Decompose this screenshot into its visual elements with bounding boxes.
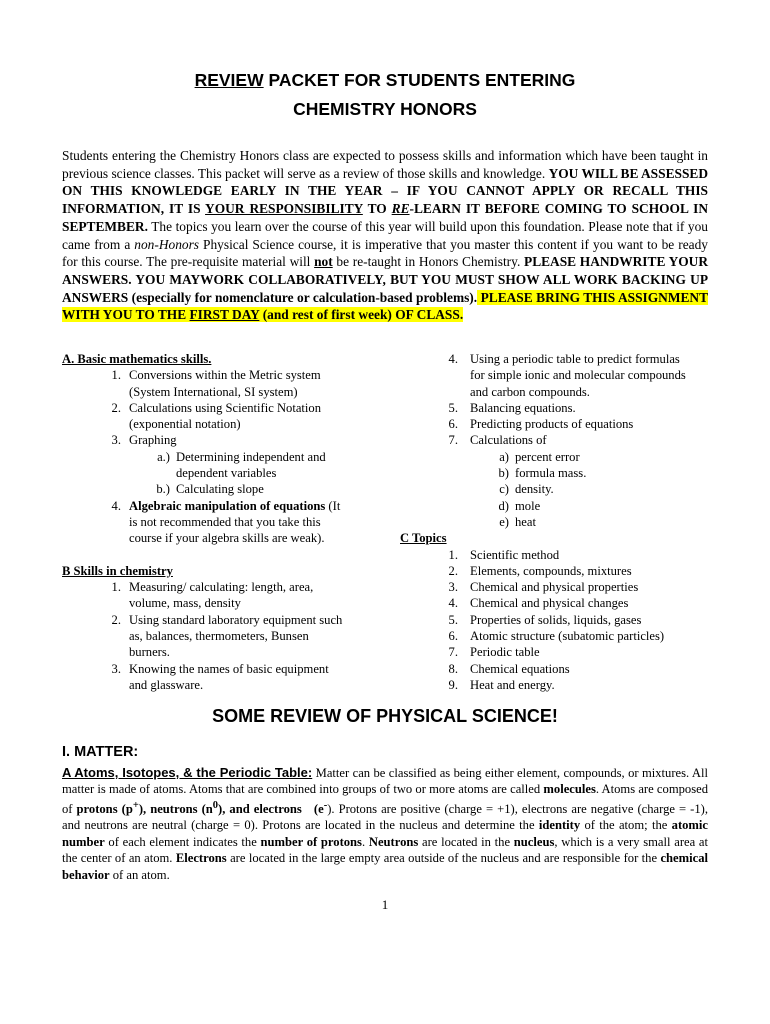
list-item-number: 6. (448, 629, 458, 644)
topic-item (400, 595, 720, 611)
list-item-line: and carbon compounds. (470, 384, 590, 399)
intro-text-4: be re-taught in Honors Chemistry. (332, 254, 525, 270)
list-item-line: Using standard laboratory equipment such (129, 612, 343, 627)
right-column (400, 351, 720, 693)
intro-warning-text: YOU WILL BE ASSESSED ON THIS KNOWLEDGE EARLY IN THE YEAR – IF YOU CANNOT APPLY OR RECALL THIS INFORMATION, IT IS (62, 165, 709, 217)
topic-item (400, 579, 720, 595)
list-item-number: 4. (111, 498, 121, 513)
list-item-number: a) (499, 449, 509, 464)
list-item-line: density. (515, 482, 554, 497)
e-symbol: (e (313, 802, 324, 816)
list-item-line: as, balances, thermometers, Bunsen (129, 629, 309, 644)
graphing-sub-item (62, 449, 382, 482)
list-item-line: (exponential notation) (129, 417, 241, 432)
title-review: REVIEW (194, 70, 264, 90)
list-item-line: mole (515, 498, 541, 513)
section-a-item (62, 367, 382, 400)
list-item-line: and glassware. (129, 677, 204, 692)
title-line-2: CHEMISTRY HONORS (293, 99, 477, 119)
list-item-line: is not recommended that you take this (129, 514, 321, 529)
calc-sub-item (400, 449, 720, 465)
list-item-number: b) (498, 466, 509, 481)
atoms-text-10: of an atom. (109, 867, 170, 882)
list-item-number: 7. (448, 433, 458, 448)
atoms-text-6: . (361, 834, 369, 849)
right-list-item (400, 351, 720, 400)
intro-responsibility: YOUR RESPONSIBILITY (205, 201, 363, 217)
atoms-text-2: . Atoms are composed of (62, 782, 708, 816)
topic-item (400, 563, 720, 579)
list-item-number: 9. (448, 677, 458, 692)
list-item-line: Elements, compounds, mixtures (470, 563, 632, 578)
topic-item (400, 644, 720, 660)
intro-warning-end: -LEARN IT BEFORE COMING TO SCHOOL IN SEPTEMBER. (62, 201, 709, 234)
minus-sup: - (323, 799, 328, 811)
list-item-line: Knowing the names of basic equipment (129, 661, 329, 676)
list-item-number: 3. (448, 580, 458, 595)
list-item-number: c) (499, 482, 509, 497)
list-item-number: d) (498, 498, 509, 513)
atoms-text-3: ). Protons are positive (charge = +1), electrons are negative (charge = -1), and neutrons are neutral (charge = 0). Protons are located in the nucleus and determine the (62, 802, 708, 833)
intro-paragraph (62, 147, 708, 324)
algebra-heading: Algebraic manipulation of equations (129, 498, 326, 513)
list-item-line: Atomic structure (subatomic particles) (470, 629, 665, 644)
intro-highlight-1: PLEASE BRING THIS ASSIGNMENT WITH YOU TO THE (62, 289, 709, 323)
atoms-paragraph (62, 765, 708, 883)
list-item-line: Calculations using Scientific Notation (129, 400, 322, 415)
list-item-number: 5. (448, 612, 458, 627)
list-item-line: Heat and energy. (470, 677, 555, 692)
graphing-sub-item (62, 481, 382, 497)
section-c-list (400, 547, 720, 694)
list-item-line: Using a periodic table to predict formulas (470, 352, 680, 366)
intro-highlight-2: (and rest of first week) OF CLASS. (259, 307, 464, 323)
section-c-heading: C Topics (400, 531, 447, 546)
protons-text: protons (p (76, 802, 133, 816)
term-electrons: Electrons (175, 851, 227, 866)
title-line-1-rest: PACKET FOR STUDENTS ENTERING (263, 70, 576, 90)
list-item-number: 4. (448, 352, 458, 366)
list-item-line: volume, mass, density (129, 596, 241, 611)
list-item-line: Balancing equations. (470, 400, 576, 415)
list-item-line: Determining independent and (176, 449, 326, 464)
list-item-number: 1. (111, 368, 121, 383)
section-a-item (62, 400, 382, 433)
list-item-number: 8. (448, 661, 458, 676)
list-item-line: Chemical and physical changes (470, 596, 629, 611)
right-list-item (400, 432, 720, 448)
list-item-line: Chemical equations (470, 661, 570, 676)
list-item-line (129, 498, 382, 514)
list-item-line: Periodic table (470, 645, 540, 660)
title-line-1 (0, 66, 770, 94)
term-identity: identity (538, 818, 581, 833)
list-item-number: 7. (448, 645, 458, 660)
topic-item (400, 661, 720, 677)
list-item-line: Properties of solids, liquids, gases (470, 612, 642, 627)
list-item-line: percent error (515, 449, 580, 464)
section-b-item (62, 661, 382, 694)
electrons-text: ), and electrons (218, 802, 302, 816)
algebra-note: (It (325, 498, 341, 513)
list-item-line: dependent variables (176, 466, 277, 481)
intro-not: not (314, 254, 333, 270)
list-item-number: e) (499, 514, 509, 529)
list-item-number: b.) (156, 482, 170, 497)
list-item-number: 1. (448, 547, 458, 562)
calc-sub-item (400, 514, 720, 530)
list-item-line: heat (515, 514, 536, 529)
list-item-line: Measuring/ calculating: length, area, (129, 580, 314, 595)
term-atomic-number: atomic number (62, 818, 709, 849)
intro-handwrite: PLEASE HANDWRITE YOUR ANSWERS. YOU MAYWORK COLLABORATIVELY, BUT YOU MUST SHOW ALL WORK BACKING UP ANSWERS (especially for nomenclature or calculation-based problems). (62, 254, 708, 305)
atoms-text-4: of the atom; the (580, 818, 672, 833)
list-item-line: course if your algebra skills are weak). (129, 531, 325, 546)
section-b-item (62, 612, 382, 661)
list-item-number: 5. (448, 400, 458, 415)
calc-sub-item (400, 465, 720, 481)
term-molecules: molecules (543, 782, 596, 797)
atoms-text-1: Matter can be classified as being either element, compounds, or mixtures. All matter is made of atoms. Atoms that are combined into groups of two or more atoms are called (62, 766, 708, 797)
term-chemical-behavior: chemical behavior (62, 851, 708, 882)
list-item-line: Calculating slope (176, 482, 264, 497)
section-a-item (62, 432, 382, 448)
right-list-item (400, 400, 720, 416)
intro-to: TO (362, 201, 392, 217)
right-list-item (400, 416, 720, 432)
list-item-number: 2. (448, 563, 458, 578)
section-a-list (62, 367, 382, 546)
topic-item (400, 628, 720, 644)
list-item-number: 2. (111, 400, 121, 415)
intro-text-3: Physical Science course, it is imperative that you master this content if you want to be ready for this course. The pre-requisite material will (62, 236, 708, 270)
right-list (400, 351, 720, 530)
matter-heading: I. MATTER: (62, 744, 139, 760)
intro-text-2: The topics you learn over the course of this year will build upon this foundation. Please note that if you came from a (62, 218, 708, 252)
atoms-text-5: of each element indicates the (104, 834, 261, 849)
list-item-line: Predicting products of equations (470, 417, 634, 432)
term-protons (76, 799, 328, 816)
section-b-heading: B Skills in chemistry (62, 563, 173, 578)
list-item-line: (System International, SI system) (129, 384, 298, 399)
intro-re: RE (391, 201, 410, 217)
list-item-line: formula mass. (515, 466, 587, 481)
list-item-line: for simple ionic and molecular compounds (470, 368, 686, 383)
list-item-line: burners. (129, 645, 170, 660)
section-b-list (62, 579, 382, 693)
section-a-item-4 (62, 498, 382, 547)
topic-item (400, 547, 720, 563)
atoms-text-9: are located in the large empty area outside of the nucleus and are responsible for the (226, 851, 661, 866)
atoms-subheading: A Atoms, Isotopes, & the Periodic Table: (62, 765, 313, 780)
atoms-text-7: are located in the (418, 834, 514, 849)
list-item-line: Chemical and physical properties (470, 580, 639, 595)
list-item-number: 1. (111, 580, 121, 595)
term-number-of-protons: number of protons (260, 834, 362, 849)
calc-sub-item (400, 498, 720, 514)
intro-first-day: FIRST DAY (189, 307, 260, 323)
list-item-number: 2. (111, 612, 121, 627)
review-heading: SOME REVIEW OF PHYSICAL SCIENCE! (212, 706, 558, 726)
term-neutrons: Neutrons (368, 834, 419, 849)
intro-non-honors: non-Honors (134, 236, 200, 252)
topic-item (400, 612, 720, 628)
intro-text-1: Students entering the Chemistry Honors class are expected to possess skills and information which have been taught in previous science classes. This packet will serve as a review of those skills and knowledge. (62, 148, 708, 181)
list-item-number: a.) (157, 449, 170, 464)
list-item-number: 4. (448, 596, 458, 611)
section-a-heading: A. Basic mathematics skills. (62, 352, 212, 366)
list-item-number: 3. (111, 433, 121, 448)
list-item-number: 6. (448, 417, 458, 432)
list-item-line: Conversions within the Metric system (129, 368, 321, 383)
neutrons-text: ), neutrons (n (138, 802, 213, 816)
section-b-item (62, 579, 382, 612)
term-nucleus: nucleus (513, 834, 555, 849)
left-column (62, 351, 382, 693)
list-item-line: Calculations of (470, 433, 547, 448)
plus-sup: + (132, 799, 139, 811)
page-number: 1 (381, 897, 389, 912)
list-item-line: Graphing (129, 433, 177, 448)
list-item-line: Scientific method (470, 547, 560, 562)
zero-sup: 0 (212, 799, 219, 811)
topic-item (400, 677, 720, 693)
atoms-text-8: , which is a very small area at the center of an atom. (62, 834, 708, 866)
calc-sub-item (400, 481, 720, 497)
list-item-number: 3. (111, 661, 121, 676)
